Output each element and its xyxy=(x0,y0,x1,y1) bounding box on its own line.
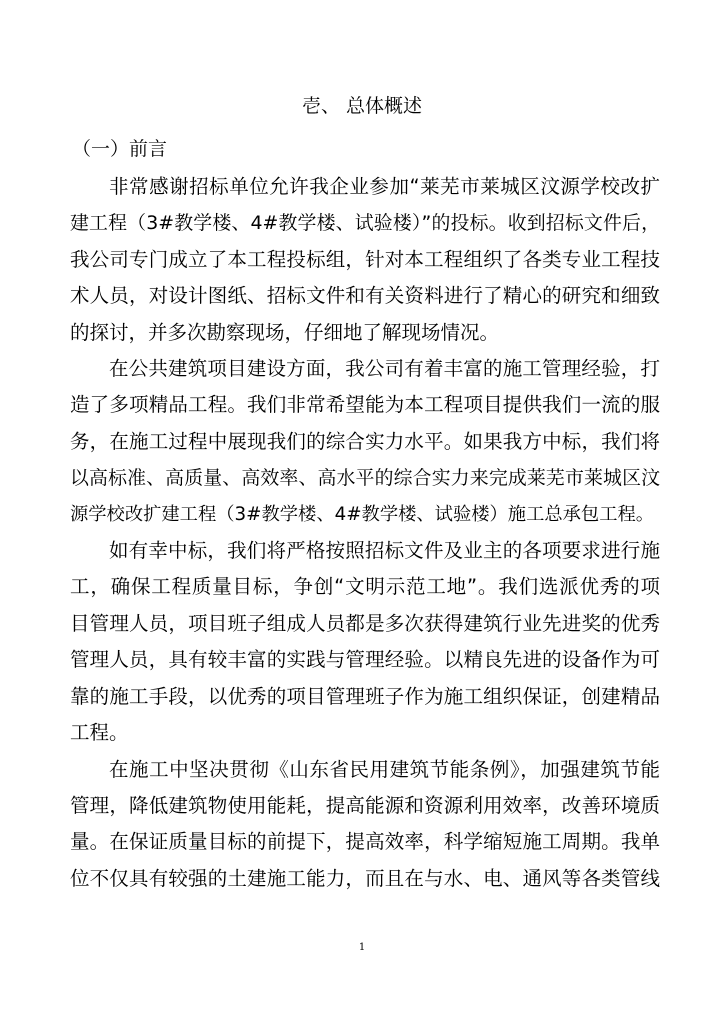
text-line: 位不仅具有较强的土建施工能力，而且在与水、电、通风等各类管线 xyxy=(70,866,660,890)
text-line: 管理人员，具有较丰富的实践与管理经验。以精良先进的设备作为可 xyxy=(70,648,660,672)
page-number: 1 xyxy=(358,942,366,953)
body-text xyxy=(70,169,660,897)
paragraph xyxy=(70,752,660,898)
text-line: 靠的施工手段，以优秀的项目管理班子作为施工组织保证，创建精品 xyxy=(70,684,660,708)
text-line: 量。在保证质量目标的前提下，提高效率，科学缩短施工周期。我单 xyxy=(70,830,660,854)
text-line: 如有幸中标，我们将严格按照招标文件及业主的各项要求进行施 xyxy=(109,539,660,563)
text-line: 造了多项精品工程。我们非常希望能为本工程项目提供我们一流的服 xyxy=(70,393,660,417)
text-line: 的探讨，并多次勘察现场，仔细地了解现场情况。 xyxy=(70,320,500,344)
text-line: 非常感谢招标单位允许我企业参加“莱芜市莱城区汶源学校改扩 xyxy=(109,175,660,198)
text-line: 术人员，对设计图纸、招标文件和有关资料进行了精心的研究和细致 xyxy=(70,284,660,308)
text-line: 在施工中坚决贯彻《山东省民用建筑节能条例》，加强建筑节能 xyxy=(109,757,660,781)
text-line: 建工程（3#教学楼、4#教学楼、试验楼）”的投标。收到招标文件后， xyxy=(70,212,660,235)
text-line: 以高标准、高质量、高效率、高水平的综合实力来完成莱芜市莱城区汶 xyxy=(70,467,660,490)
section-heading: （一）前言 xyxy=(72,138,168,160)
text-line: 工程。 xyxy=(70,721,129,745)
paragraph xyxy=(70,169,660,351)
text-line: 目管理人员，项目班子组成人员都是多次获得建筑行业先进奖的优秀 xyxy=(70,611,660,635)
text-line: 管理，降低建筑物使用能耗，提高能源和资源利用效率，改善环境质 xyxy=(70,793,660,817)
paragraph xyxy=(70,533,660,751)
text-line: 源学校改扩建工程（3#教学楼、4#教学楼、试验楼）施工总承包工程。 xyxy=(70,503,655,525)
text-line: 务，在施工过程中展现我们的综合实力水平。如果我方中标，我们将 xyxy=(70,429,660,453)
paragraph xyxy=(70,351,660,533)
text-line: 工，确保工程质量目标，争创“文明示范工地”。我们选派优秀的项 xyxy=(70,575,660,599)
document-title: 壱、 总体概述 xyxy=(301,95,423,117)
text-line: 在公共建筑项目建设方面，我公司有着丰富的施工管理经验，打 xyxy=(109,357,660,381)
text-line: 我公司专门成立了本工程投标组，针对本工程组织了各类专业工程技 xyxy=(70,247,660,271)
